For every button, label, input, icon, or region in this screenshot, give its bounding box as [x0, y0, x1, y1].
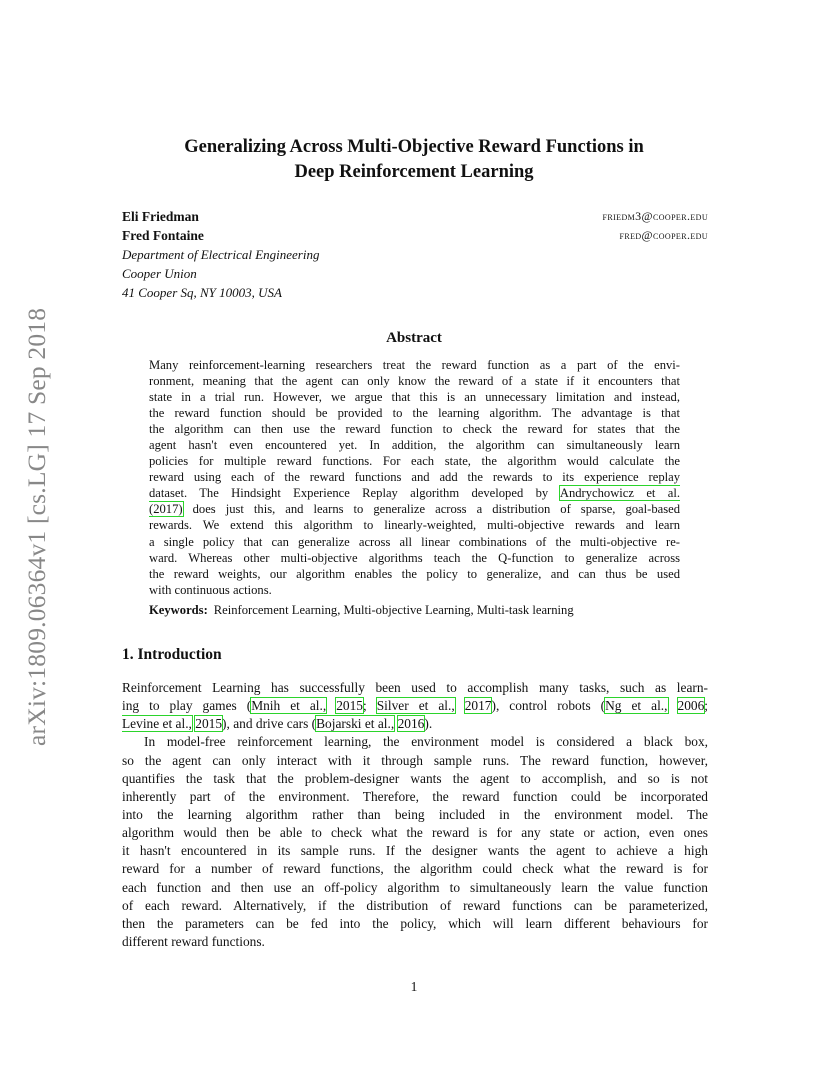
citation-link[interactable]: 2016: [397, 716, 425, 732]
body-text: [668, 698, 678, 713]
abstract-line: a single policy that can generalize across all linear combinations of the multi-objective re-: [149, 534, 680, 549]
abstract-line: the algorithm can then use the reward function to check the reward for states that the: [149, 422, 680, 437]
citation-link[interactable]: 2006: [677, 698, 705, 714]
keywords-label: Keywords:: [149, 603, 208, 617]
abstract-line: [149, 501, 680, 517]
abstract-line: with continuous actions.: [149, 582, 272, 597]
page-number: 1: [410, 979, 418, 994]
abstract-heading: Abstract: [386, 330, 442, 346]
body-text: [326, 698, 336, 713]
abstract-line: agent hasn't even encountered yet. In addition, the algorithm can simultaneously learn: [149, 438, 680, 453]
affiliation-institution: Cooper Union: [122, 266, 197, 281]
body-text: ing to play games (: [122, 698, 252, 714]
paper-title: [120, 135, 708, 185]
abstract-line: ward. Whereas other multi-objective algorithms teach the Q-function to generalize across: [149, 550, 680, 565]
body-line: each function and then use an off-policy algorithm to simultaneously learn the value function: [122, 879, 708, 895]
body-text: ), and drive cars (: [222, 716, 317, 732]
citation-link[interactable]: Silver et al.,: [376, 698, 455, 714]
body-line: different reward functions.: [122, 933, 265, 949]
abstract-line: the reward weights, our algorithm enables the policy to generalize, and can thus be used: [149, 566, 680, 581]
arxiv-identifier: arXiv:1809.06364v1 [cs.LG] 17 Sep 2018: [22, 307, 51, 746]
affiliation-address: 41 Cooper Sq, NY 10003, USA: [122, 285, 282, 300]
citation-link[interactable]: Andrychowicz et al.: [559, 486, 680, 501]
body-text: ), control robots (: [491, 698, 606, 714]
affiliation-department: Department of Electrical Engineering: [122, 247, 320, 262]
body-line: reward for a number of reward functions, the algorithm could check what the reward is for: [122, 861, 708, 877]
abstract-line: the reward function should be provided to the learning algorithm. The advantage is that: [149, 406, 680, 421]
body-line: [122, 697, 708, 715]
body-text: [455, 698, 465, 713]
author-name: Fred Fontaine: [122, 228, 204, 243]
author-row: [122, 207, 708, 226]
citation-link[interactable]: Levine et al.,: [122, 716, 192, 732]
title-line-2: Deep Reinforcement Learning: [294, 162, 534, 182]
citation-link[interactable]: (2017): [149, 502, 183, 517]
citation-link[interactable]: 2015: [195, 716, 223, 732]
body-text: ).: [424, 716, 433, 732]
abstract-line: state in a trial run. However, we argue that this is an unnecessary limitation and instead,: [149, 390, 680, 405]
abstract-line: rewards. We extend this algorithm to linearly-weighted, multi-objective rewards and learn: [149, 518, 680, 533]
abstract-line: policies for multiple reward functions. For each state, the algorithm would calculate the: [149, 454, 680, 469]
body-line: quantifies the task that the problem-designer wants the agent to accomplish, and so is not: [122, 770, 708, 786]
keywords-list: Reinforcement Learning, Multi-objective Learning, Multi-task learning: [213, 603, 574, 617]
body-line: Reinforcement Learning has successfully been used to accomplish many tasks, such as learn-: [122, 680, 708, 695]
body-line: then the parameters can be fed into the policy, which will learn different behaviours for: [122, 915, 708, 931]
keywords: [149, 603, 680, 618]
abstract-line: ronment, meaning that the agent can only know the reward of a state if it encounters that: [149, 374, 680, 389]
body-line: it hasn't encountered in its sample runs. If the designer wants the agent to achieve a high: [122, 843, 708, 859]
title-line-1: Generalizing Across Multi-Objective Reward Functions in: [184, 137, 644, 157]
body-line: [122, 715, 708, 733]
body-line: of each reward. Alternatively, if the distribution of reward functions can be parameterized,: [122, 897, 708, 913]
abstract-line: Many reinforcement-learning researchers treat the reward function as a part of the envi-: [149, 358, 680, 372]
citation-link[interactable]: Ng et al.,: [605, 698, 668, 714]
author-name: Eli Friedman: [122, 209, 199, 224]
body-line: inherently part of the environment. Therefore, the reward function could be incorporated: [122, 788, 708, 804]
body-line: In model-free reinforcement learning, the environment model is considered a black box,: [144, 734, 708, 750]
abstract-body: [149, 357, 680, 598]
citation-link[interactable]: 2015: [336, 698, 363, 714]
body-line: into the learning algorithm rather than being included in the environment model. The: [122, 806, 708, 822]
citation-link[interactable]: Mnih et al.,: [251, 698, 327, 714]
abstract-text: does just this, and learns to generalize across a distribution of sparse, goal-based: [182, 502, 680, 517]
author-email[interactable]: fred@cooper.edu: [619, 228, 708, 242]
abstract-line: [149, 485, 680, 501]
author-block: [122, 207, 708, 302]
body-line: so the agent can only interact with it through sample runs. The reward function, however,: [122, 752, 708, 768]
body-text: ;: [704, 698, 708, 714]
citation-link[interactable]: 2017: [464, 698, 492, 714]
body-text: ;: [363, 698, 377, 714]
citation-link[interactable]: Bojarski et al.,: [316, 716, 395, 732]
author-row: [122, 226, 708, 245]
introduction-body: [122, 679, 708, 951]
body-line: algorithm would then be able to check what the reward is for any state or action, even ones: [122, 825, 708, 841]
abstract-text: dataset. The Hindsight Experience Replay algorithm developed by: [149, 486, 560, 501]
abstract-line: reward using each of the reward functions and add the rewards to its experience replay: [149, 470, 680, 485]
section-heading: 1. Introduction: [122, 646, 222, 663]
author-email[interactable]: friedm3@cooper.edu: [602, 209, 708, 223]
